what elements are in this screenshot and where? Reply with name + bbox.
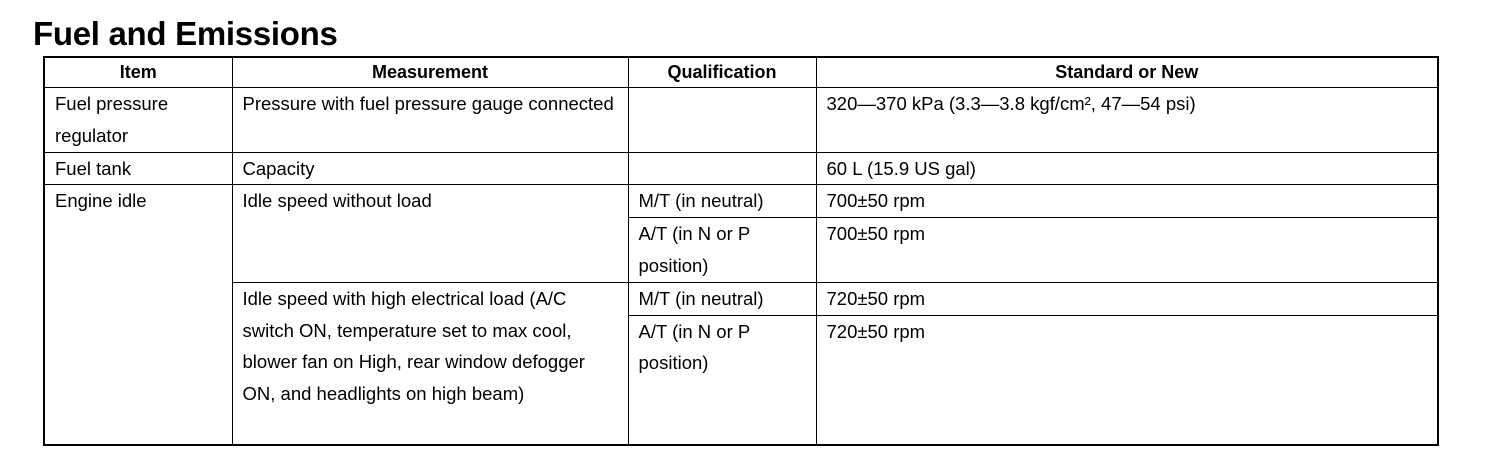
cell-measurement: Idle speed without load: [232, 185, 628, 282]
table-header-row: [44, 57, 1438, 88]
cell-qualification: M/T (in neutral): [628, 282, 816, 315]
cell-qualification: [628, 152, 816, 185]
cell-qualification: A/T (in N or P position): [628, 315, 816, 445]
cell-standard: 320—370 kPa (3.3—3.8 kgf/cm², 47—54 psi): [816, 88, 1438, 153]
table-row-fuel-tank: [44, 152, 1438, 185]
table-row-idle-no-load-mt: [44, 185, 1438, 218]
cell-measurement: Capacity: [232, 152, 628, 185]
cell-qualification: [628, 88, 816, 153]
header-measurement: Measurement: [232, 57, 628, 88]
cell-item: Fuel pressure regulator: [44, 88, 232, 153]
cell-item: Engine idle: [44, 185, 232, 445]
cell-standard: 700±50 rpm: [816, 218, 1438, 283]
table-row-fuel-pressure: [44, 88, 1438, 153]
cell-standard: 700±50 rpm: [816, 185, 1438, 218]
cell-measurement: Idle speed with high electrical load (A/C switch ON, temperature set to max cool, blower fan on High, rear window defogger ON, and headlights on high beam): [232, 282, 628, 444]
cell-qualification: A/T (in N or P position): [628, 218, 816, 283]
cell-standard: 720±50 rpm: [816, 315, 1438, 445]
page-title: Fuel and Emissions: [33, 15, 338, 52]
cell-standard: 60 L (15.9 US gal): [816, 152, 1438, 185]
table-row-idle-high-load-mt: [44, 282, 1438, 315]
cell-measurement: Pressure with fuel pressure gauge connected: [232, 88, 628, 153]
cell-item: Fuel tank: [44, 152, 232, 185]
fuel-emissions-table: [43, 56, 1439, 446]
cell-standard: 720±50 rpm: [816, 282, 1438, 315]
header-item: Item: [44, 57, 232, 88]
header-standard: Standard or New: [816, 57, 1438, 88]
cell-qualification: M/T (in neutral): [628, 185, 816, 218]
header-qualification: Qualification: [628, 57, 816, 88]
